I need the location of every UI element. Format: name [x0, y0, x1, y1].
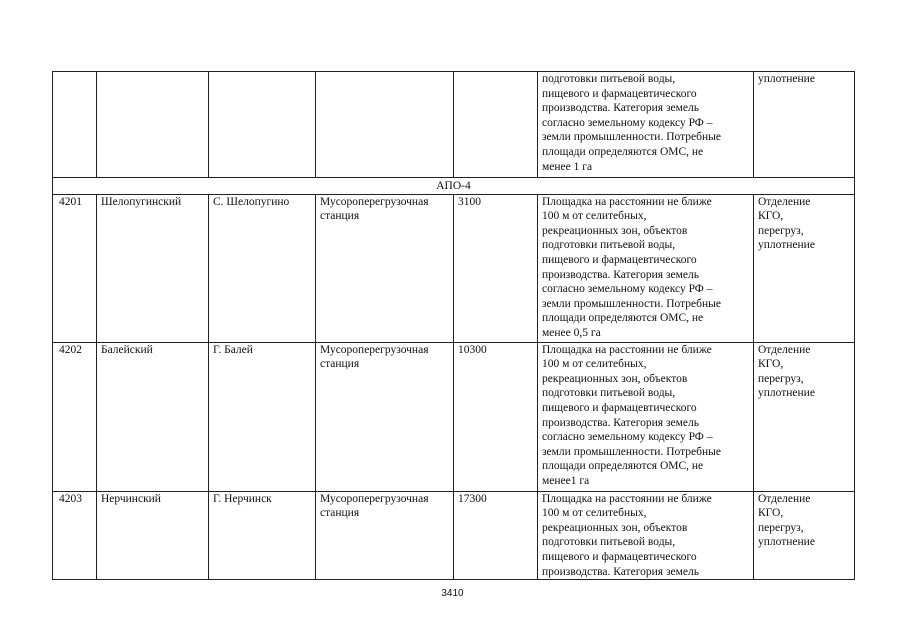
- cell-code: 4201: [53, 194, 97, 342]
- cell-capacity: 10300: [454, 342, 538, 491]
- cell-code: 4203: [53, 491, 97, 580]
- table-row: [53, 342, 855, 491]
- cell-facility: Мусороперегрузочная станция: [316, 491, 454, 580]
- cell-district: Балейский: [97, 342, 209, 491]
- cell-settlement: Г. Балей: [209, 342, 316, 491]
- table-row-continuation: [53, 72, 855, 178]
- cell-code: [53, 72, 97, 178]
- cell-requirements: Площадка на расстоянии не ближе 100 м от селитебных, рекреационных зон, объектов подготовки питьевой воды, пищевого и фармацевтического производства. Категория земель согласно земельному кодексу РФ – земли промышленности. Потребные площади определяются ОМС, не менее 0,5 га: [538, 194, 754, 342]
- facilities-table: [52, 71, 855, 580]
- cell-requirements: Площадка на расстоянии не ближе 100 м от селитебных, рекреационных зон, объектов подготовки питьевой воды, пищевого и фармацевтического производства. Категория земель согласно земельному кодексу РФ – земли промышленности. Потребные площади определяются ОМС, не менее1 га: [538, 342, 754, 491]
- cell-capacity: 17300: [454, 491, 538, 580]
- page-number: 3410: [441, 588, 464, 599]
- table-body: [53, 72, 855, 580]
- cell-district: [97, 72, 209, 178]
- cell-facility: Мусороперегрузочная станция: [316, 194, 454, 342]
- cell-district: Шелопугинский: [97, 194, 209, 342]
- cell-facility: [316, 72, 454, 178]
- cell-requirements: подготовки питьевой воды, пищевого и фармацевтического производства. Категория земель согласно земельному кодексу РФ – земли промышленности. Потребные площади определяются ОМС, не менее 1 га: [538, 72, 754, 178]
- cell-operations: уплотнение: [754, 72, 855, 178]
- cell-operations: Отделение КГО, перегруз, уплотнение: [754, 491, 855, 580]
- cell-operations: Отделение КГО, перегруз, уплотнение: [754, 194, 855, 342]
- cell-settlement: Г. Нерчинск: [209, 491, 316, 580]
- cell-requirements: Площадка на расстоянии не ближе 100 м от селитебных, рекреационных зон, объектов подготовки питьевой воды, пищевого и фармацевтического производства. Категория земель: [538, 491, 754, 580]
- cell-code: 4202: [53, 342, 97, 491]
- cell-facility: Мусороперегрузочная станция: [316, 342, 454, 491]
- table-row: [53, 491, 855, 580]
- section-row: [53, 178, 855, 195]
- cell-settlement: [209, 72, 316, 178]
- cell-settlement: С. Шелопугино: [209, 194, 316, 342]
- cell-capacity: [454, 72, 538, 178]
- cell-capacity: 3100: [454, 194, 538, 342]
- cell-district: Нерчинский: [97, 491, 209, 580]
- table-row: [53, 194, 855, 342]
- section-title: АПО-4: [53, 178, 855, 195]
- cell-operations: Отделение КГО, перегруз, уплотнение: [754, 342, 855, 491]
